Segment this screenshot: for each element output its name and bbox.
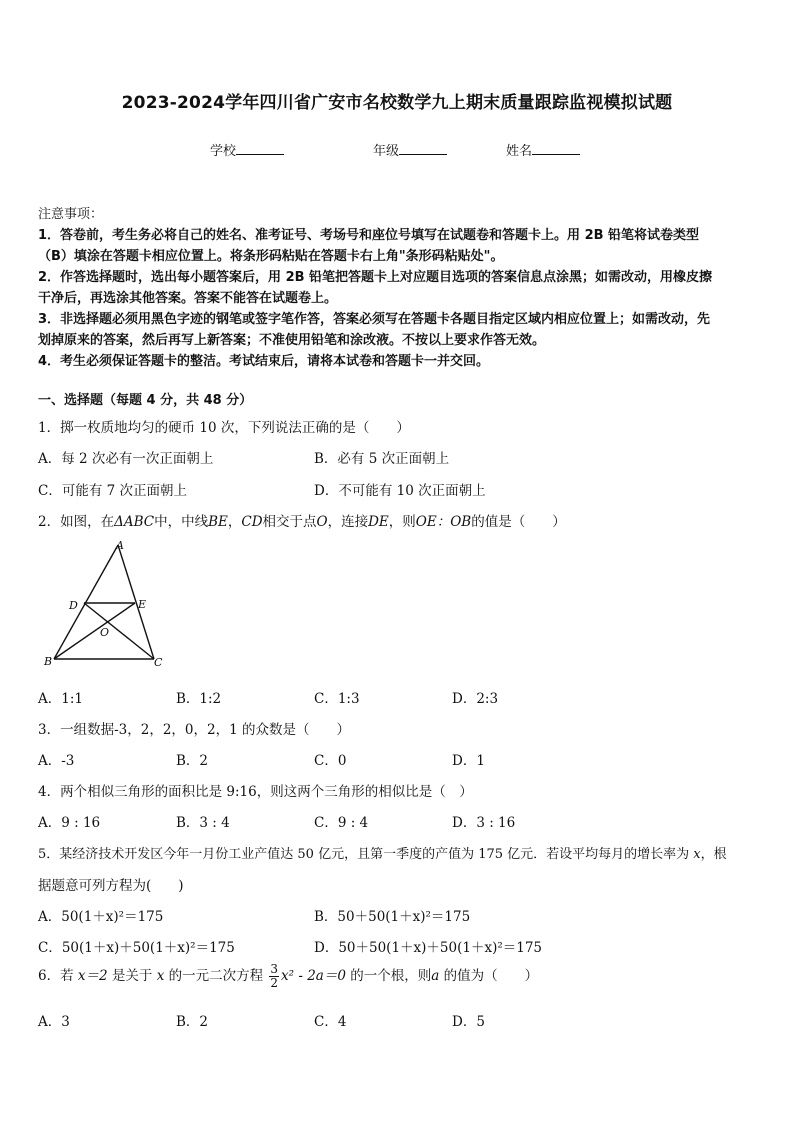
q1-option-a: A．每 2 次必有一次正面朝上: [38, 451, 214, 467]
label-e: E: [138, 598, 147, 611]
q6-option-c: C．4: [314, 1014, 347, 1030]
name-blank: [532, 142, 580, 155]
grade-blank: [399, 142, 447, 155]
question-1-stem: 1．掷一枚质地均匀的硬币 10 次，下列说法正确的是（ ）: [38, 420, 410, 436]
q4-option-a: A．9 : 16: [38, 815, 101, 831]
label-a: A: [116, 539, 124, 552]
q2-option-d: D．2:3: [452, 691, 499, 707]
section-heading: 一、选择题（每题 4 分，共 48 分）: [38, 393, 253, 408]
q2-option-a: A．1:1: [38, 691, 83, 707]
q4-option-c: C．9 : 4: [314, 815, 369, 831]
school-blank: [236, 142, 284, 155]
name-label: 姓名: [506, 144, 533, 159]
fraction: $\frac{3}{2}$: [270, 962, 279, 990]
question-6-stem: 6．若 x＝2 是关于 x 的一元二次方程 $\frac{3}{2}$ x² - 2a＝0 的一个根，则a 的值为（ ）: [38, 962, 539, 990]
q5-option-c: C．50(1＋x)＋50(1＋x)²＝175: [38, 940, 235, 956]
q2-option-b: B．1:2: [176, 691, 222, 707]
q4-option-d: D．3 : 16: [452, 815, 516, 831]
q3-option-a: A．-3: [38, 753, 75, 769]
note-line: 3．非选择题必须用黑色字迹的钢笔或签字笔作答，答案必须写在答题卡各题目指定区域内相应位置上；如需改动，先: [38, 312, 711, 327]
note-line: 划掉原来的答案，然后再写上新答案；不准使用铅笔和涂改液。不按以上要求作答无效。: [38, 333, 546, 348]
label-o: O: [100, 626, 110, 639]
label-b: B: [44, 655, 53, 668]
question-4-stem: 4．两个相似三角形的面积比是 9:16，则这两个三角形的相似比是（ ）: [38, 784, 473, 800]
q5-option-b: B．50＋50(1＋x)²＝175: [314, 909, 471, 925]
q1-option-c: C．可能有 7 次正面朝上: [38, 483, 188, 499]
label-c: C: [154, 656, 163, 669]
q3-option-d: D．1: [452, 753, 485, 769]
note-line: （B）填涂在答题卡相应位置上。将条形码粘贴在答题卡右上角"条形码粘贴处"。: [38, 249, 504, 264]
q6-option-b: B．2: [176, 1014, 209, 1030]
grade-field: [373, 140, 447, 159]
question-3-stem: 3．一组数据-3，2，2，0，2，1 的众数是（ ）: [38, 722, 350, 738]
name-field: [506, 140, 580, 159]
note-line: 1．答卷前，考生务必将自己的姓名、准考证号、考场号和座位号填写在试题卷和答题卡上。用 2B 铅笔将试卷类型: [38, 228, 700, 243]
question-5-stem-line2: 据题意可列方程为( ): [38, 878, 184, 894]
question-5-stem-line1: 5．某经济技术开发区今年一月份工业产值达 50 亿元，且第一季度的产值为 175 亿元．若设平均每月的增长率为 x，根: [38, 847, 727, 862]
note-line: 干净后，再选涂其他答案。答案不能答在试题卷上。: [38, 291, 338, 306]
q3-option-c: C．0: [314, 753, 347, 769]
q1-option-d: D．不可能有 10 次正面朝上: [314, 483, 486, 499]
grade-label: 年级: [373, 144, 400, 159]
q5-option-a: A．50(1＋x)²＝175: [38, 909, 164, 925]
label-d: D: [69, 599, 78, 612]
q2-option-c: C．1:3: [314, 691, 360, 707]
q1-option-b: B．必有 5 次正面朝上: [314, 451, 450, 467]
q6-option-d: D．5: [452, 1014, 485, 1030]
note-line: 4．考生必须保证答题卡的整洁。考试结束后，请将本试卷和答题卡一并交回。: [38, 354, 490, 369]
q3-option-b: B．2: [176, 753, 209, 769]
page-title: 2023-2024学年四川省广安市名校数学九上期末质量跟踪监视模拟试题: [121, 93, 673, 113]
question-2-stem: 2．如图，在ΔABC中，中线BE，CD相交于点O，连接DE，则OE：OB的值是（ ）: [38, 514, 566, 530]
q4-option-b: B．3 : 4: [176, 815, 230, 831]
q5-option-d: D．50＋50(1＋x)＋50(1＋x)²＝175: [314, 940, 543, 956]
school-label: 学校: [210, 144, 237, 159]
note-line: 2．作答选择题时，选出每小题答案后，用 2B 铅笔把答题卡上对应题目选项的答案信息点涂黑；如需改动，用橡皮擦: [38, 270, 713, 285]
q6-option-a: A．3: [38, 1014, 70, 1030]
school-field: [210, 140, 284, 159]
notes-heading: 注意事项：: [38, 207, 104, 222]
triangle-figure: [36, 535, 172, 673]
